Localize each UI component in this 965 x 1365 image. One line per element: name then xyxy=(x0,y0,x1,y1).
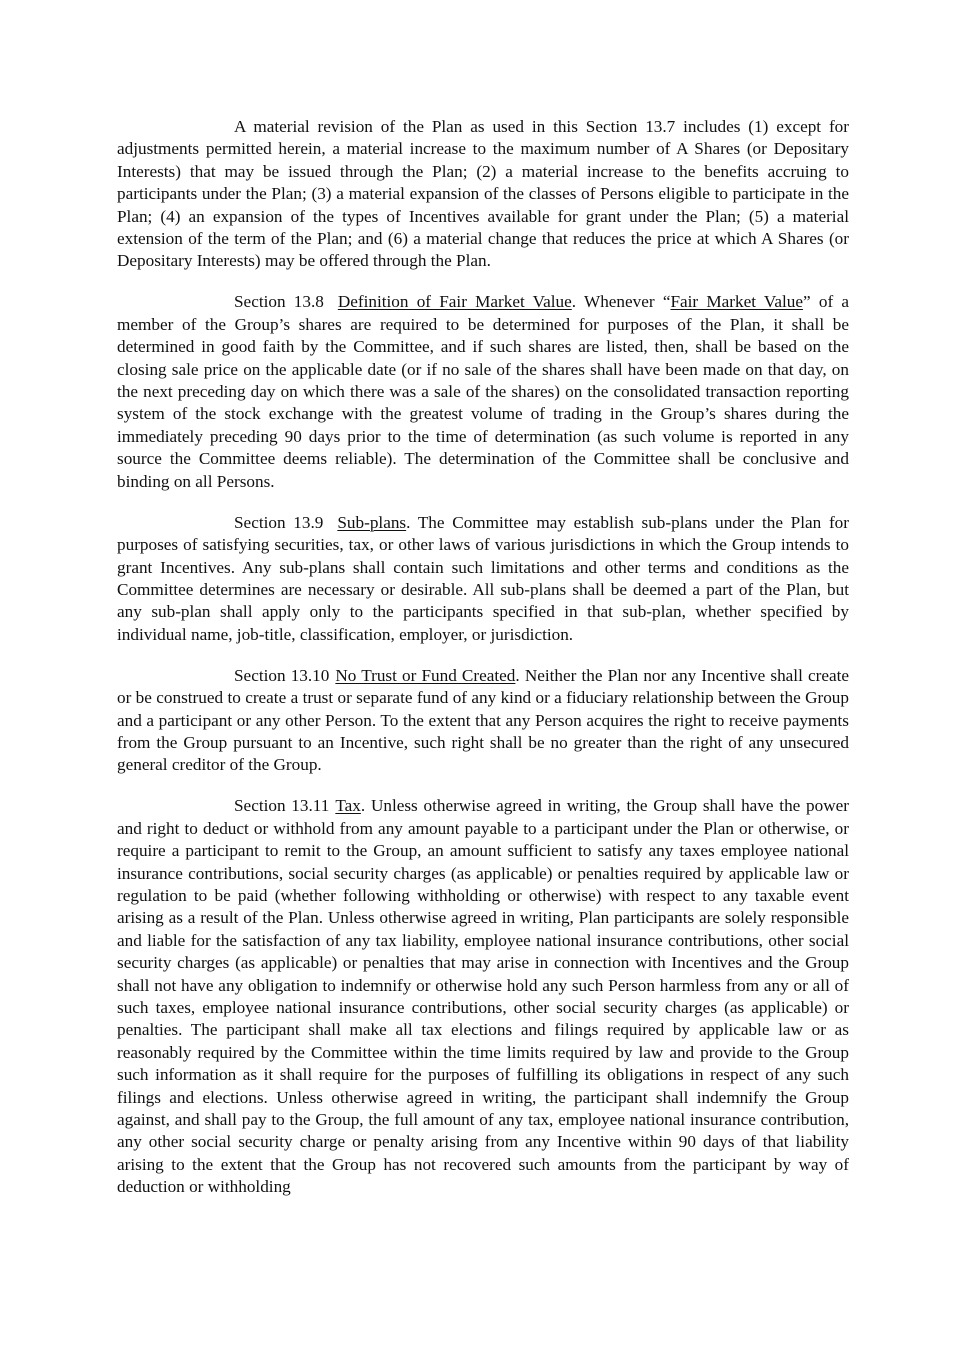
section-title: Sub-plans xyxy=(337,512,407,532)
paragraph-material-revision xyxy=(117,116,849,273)
defined-term: Fair Market Value xyxy=(670,292,804,312)
section-number: Section 13.8 xyxy=(234,292,324,312)
section-13-9 xyxy=(117,512,849,646)
section-number: Section 13.9 xyxy=(234,512,324,532)
section-number: Section 13.10 xyxy=(234,665,330,685)
section-number: Section 13.11 xyxy=(234,796,330,816)
section-13-8 xyxy=(117,291,849,493)
section-lead-text: . Whenever “ xyxy=(571,292,671,312)
paragraph-text: A material revision of the Plan as used in this Section 13.7 includes (1) except for adjustments permitted herein, a material increase to the maximum number of A Shares (or Depositary Interests) that may be issued through the Plan; (2) a material increase to the benefits accruing to participants under the Plan; (3) a material expansion of the classes of Persons eligible to participate in the Plan; (4) an expansion of the types of Incentives available for grant under the Plan; (5) a material extension of the term of the Plan; and (6) a material change that reduces the price at which A Shares (or Depositary Interests) may be offered through the Plan. xyxy=(117,117,849,271)
section-13-11 xyxy=(117,795,849,1198)
section-title: No Trust or Fund Created xyxy=(335,665,516,685)
section-title: Tax xyxy=(335,796,361,816)
section-title: Definition of Fair Market Value xyxy=(337,292,572,312)
section-body: . Unless otherwise agreed in writing, the Group shall have the power and right to deduct or withhold from any amount payable to a participant under the Plan or otherwise, or require a participant to remit to the Group, an amount sufficient to satisfy any taxes employee national insurance contributions, social security charges (as applicable) or penalties required by applicable law or regulation to be paid (whether following withholding or otherwise) with respect to any taxable event arising as a result of the Plan. Unless otherwise agreed in writing, Plan participants are solely responsible and liable for the satisfaction of any tax liability, employee national insurance contributions, other social security charges (as applicable) or penalties that may arise in connection with Incentives and the Group shall not have any obligation to indemnify or otherwise hold any such Person harmless from any or all of such taxes, employee national insurance contributions, other social security charges (as applicable) or penalties. The participant shall make all tax elections and filings required by applicable law or as reasonably required by the Committee within the time limits required by law and provide to the Group such information as it shall require for the purposes of fulfilling its obligations in respect of any such filings and elections. Unless otherwise agreed in writing, the participant shall indemnify the Group against, and shall pay to the Group, the full amount of any tax, employee national insurance contribution, any other social security charge or penalty arising from any Incentive within 90 days of that liability arising to the extent that the Group has not recovered such amounts from the participant by way of deduction or withholding xyxy=(117,796,849,1197)
section-body: . Neither the Plan nor any Incentive shall create or be construed to create a trust or separate fund of any kind or a fiduciary relationship between the Group and a participant or any other Person. To the extent that any Person acquires the right to receive payments from the Group pursuant to an Incentive, such right shall be no greater than the right of any unsecured general creditor of the Group. xyxy=(117,665,849,775)
section-body: . The Committee may establish sub-plans under the Plan for purposes of satisfying securities, tax, or other laws of various jurisdictions in which the Group intends to grant Incentives. Any sub-plans shall contain such limitations and other terms and conditions as the Committee determines are necessary or desirable. All sub-plans shall be deemed a part of the Plan, but any sub-plan shall apply only to the participants specified in that sub-plan, whether specified by individual name, job-title, classification, employer, or jurisdiction. xyxy=(117,512,849,644)
section-body: ” of a member of the Group’s shares are required to be determined for purposes of the Plan, it shall be determined in good faith by the Committee, and if such shares are listed, then, shall be based on the closing sale price on the applicable date (or if no sale of the shares shall have been made on that day, on the next preceding day on which there was a sale of the shares) on the consolidated transaction reporting system of the stock exchange with the greatest volume of trading in the Group’s shares during the immediately preceding 90 days prior to the time of determination (as such volume is reported in any source the Committee deems reliable). The determination of the Committee shall be conclusive and binding on all Persons. xyxy=(117,292,850,491)
document-page xyxy=(117,116,849,1217)
section-13-10 xyxy=(117,665,849,777)
